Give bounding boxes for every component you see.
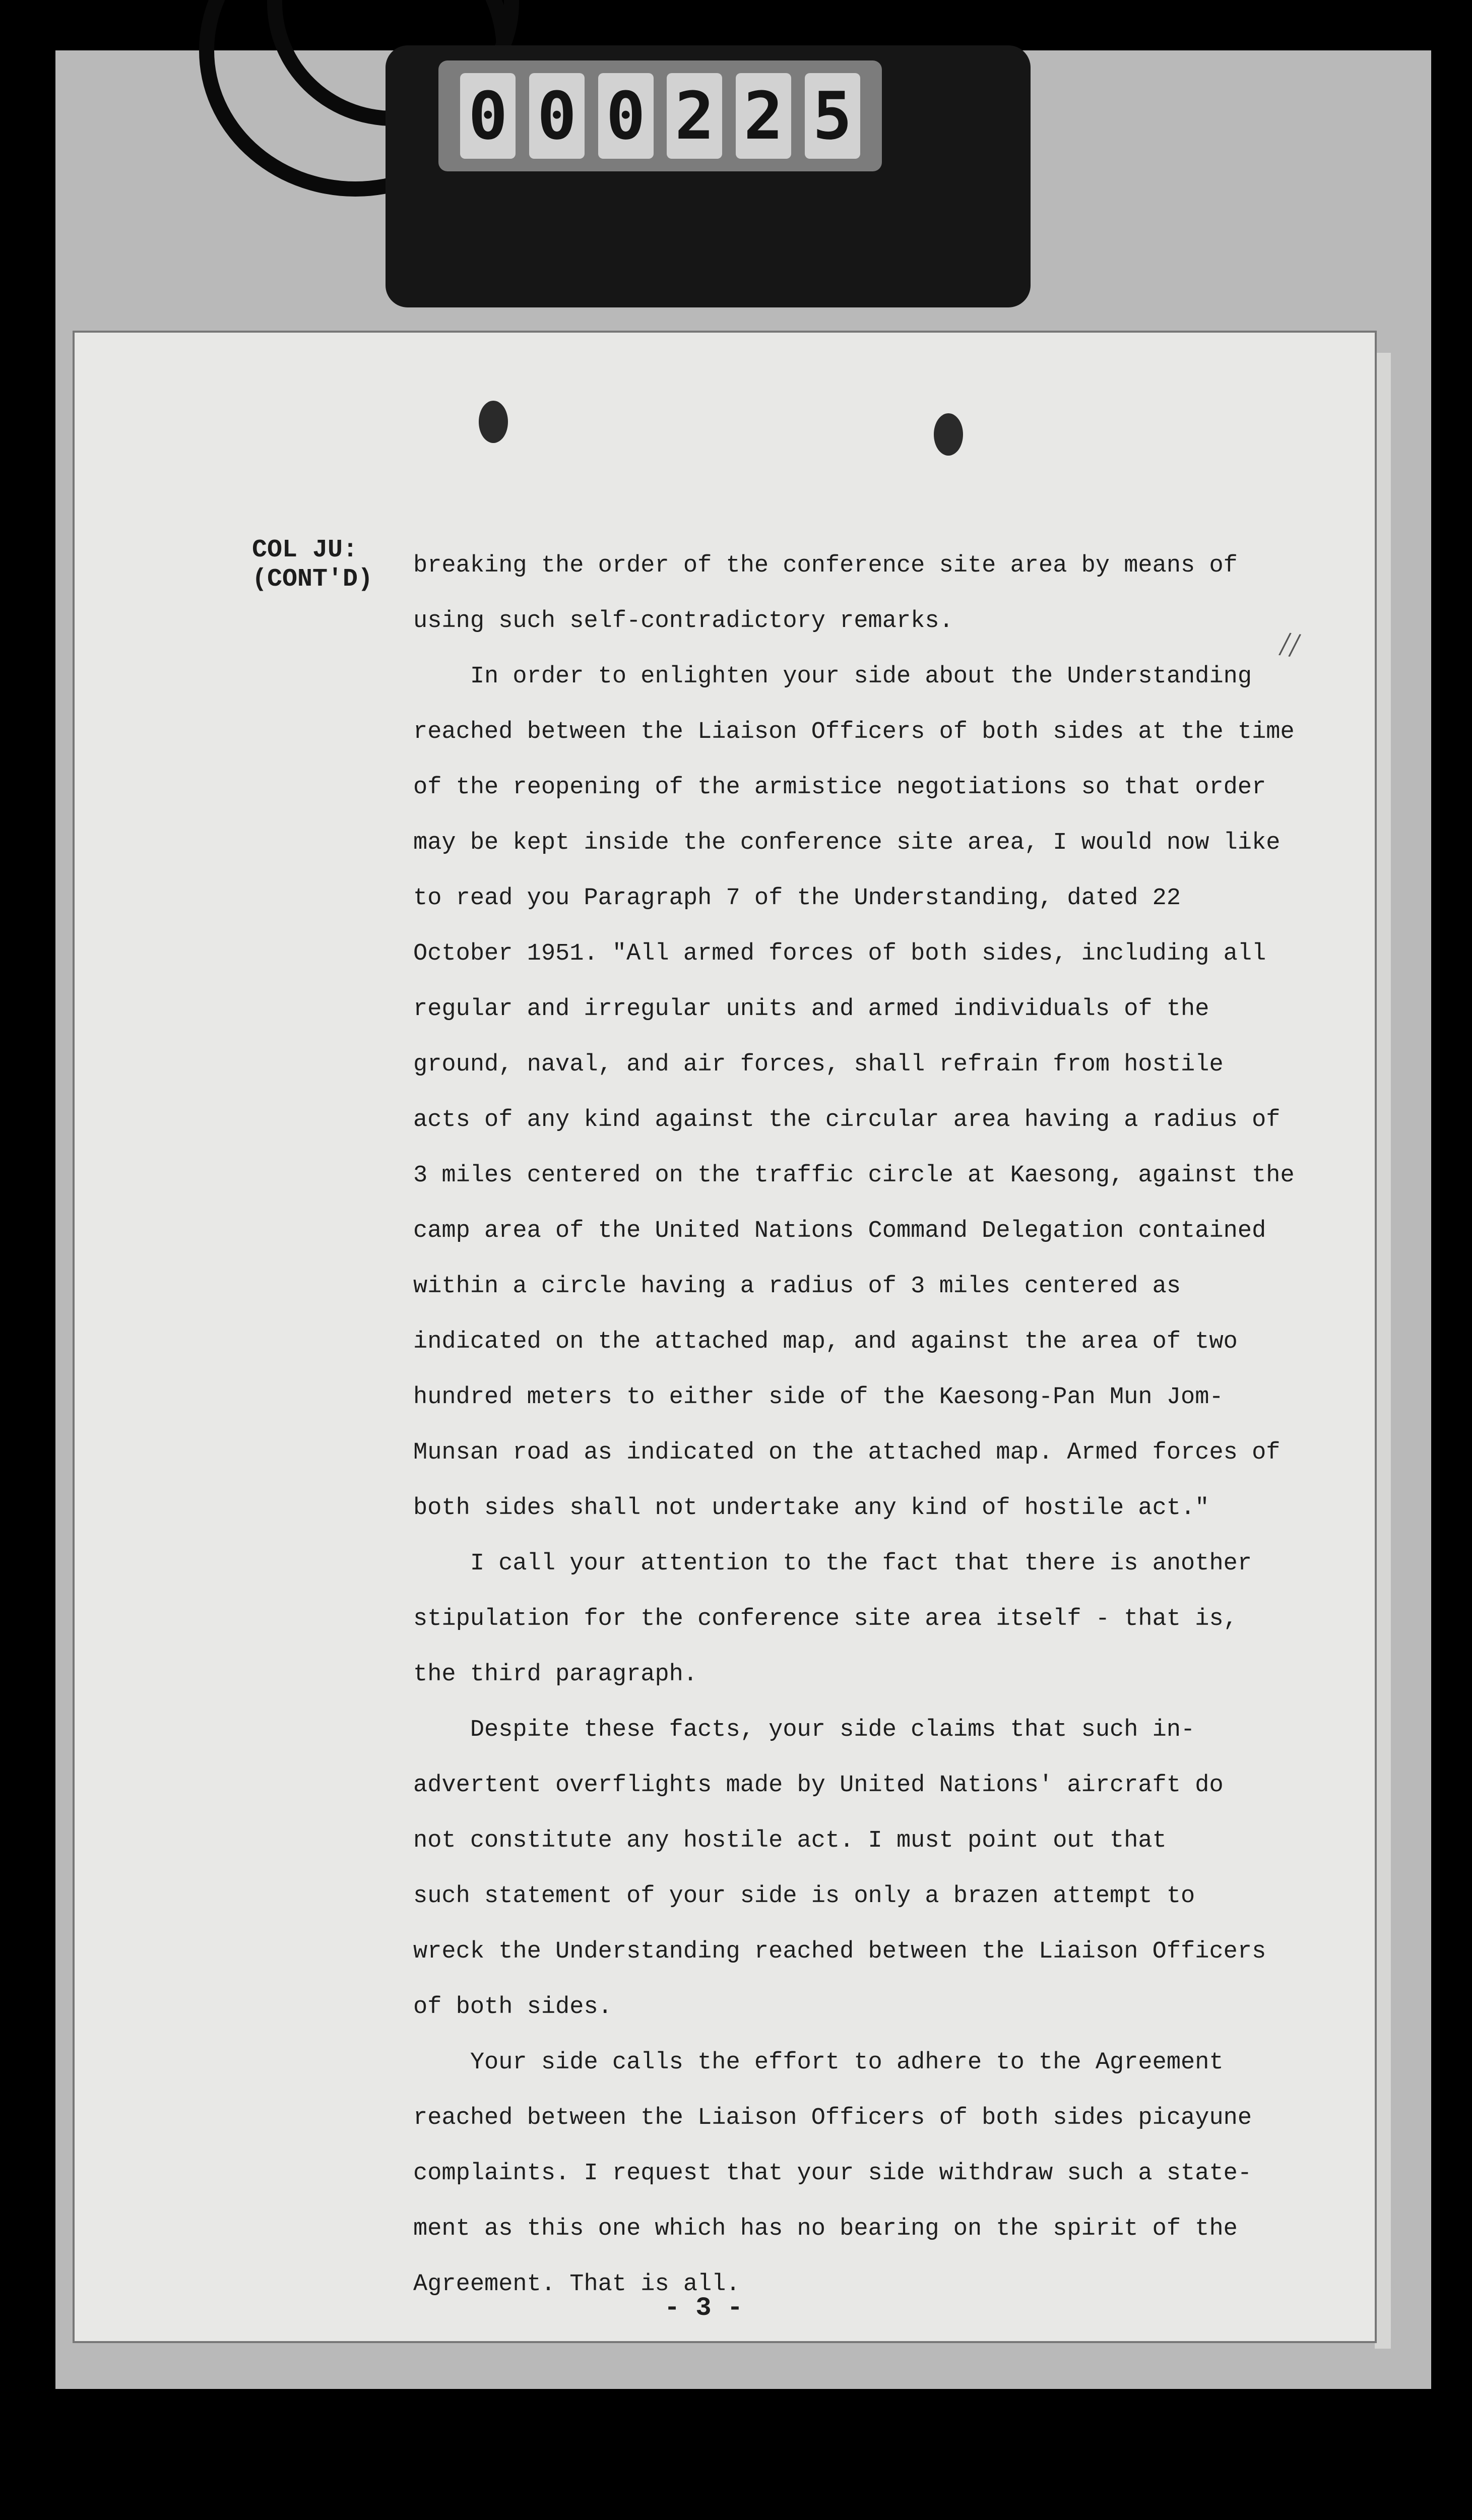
transcript-line: of the reopening of the armistice negotiations so that order — [413, 774, 1266, 801]
transcript-line: stipulation for the conference site area itself - that is, — [413, 1606, 1238, 1632]
margin-mark: // — [1277, 624, 1303, 666]
transcript-line: not constitute any hostile act. I must point out that — [413, 1828, 1167, 1854]
transcript-line: camp area of the United Nations Command Delegation contained — [413, 1218, 1266, 1244]
speaker-label — [252, 536, 373, 594]
counter-digit: 2 — [736, 73, 791, 159]
transcript-line: hundred meters to either side of the Kaesong-Pan Mun Jom- — [413, 1384, 1224, 1411]
transcript-body — [413, 538, 1295, 2312]
transcript-line: regular and irregular units and armed individuals of the — [413, 996, 1209, 1023]
transcript-line: ment as this one which has no bearing on the spirit of the — [413, 2216, 1238, 2242]
transcript-line: advertent overflights made by United Nations' aircraft do — [413, 1772, 1224, 1799]
transcript-line: within a circle having a radius of 3 miles centered as — [413, 1273, 1181, 1300]
transcript-line: Your side calls the effort to adhere to the Agreement — [413, 2049, 1224, 2076]
counter-digit: 0 — [529, 73, 585, 159]
transcript-line: both sides shall not undertake any kind of hostile act." — [413, 1495, 1209, 1522]
transcript-line: complaints. I request that your side withdraw such a state- — [413, 2160, 1252, 2187]
punch-hole — [474, 396, 513, 448]
transcript-line: Despite these facts, your side claims that such in- — [413, 1717, 1195, 1743]
transcript-line: such statement of your side is only a brazen attempt to — [413, 1883, 1195, 1910]
transcript-line: acts of any kind against the circular area having a radius of — [413, 1107, 1281, 1133]
page-edge — [1375, 353, 1391, 2349]
transcript-line: reached between the Liaison Officers of both sides picayune — [413, 2105, 1252, 2131]
transcript-line: Munsan road as indicated on the attached map. Armed forces of — [413, 1439, 1281, 1466]
counter-digit: 0 — [598, 73, 654, 159]
counter-digit: 2 — [667, 73, 722, 159]
transcript-line: reached between the Liaison Officers of both sides at the time — [413, 719, 1295, 745]
transcript-line: of both sides. — [413, 1994, 612, 2021]
transcript-line: may be kept inside the conference site area, I would now like — [413, 830, 1281, 856]
counter-digit: 5 — [805, 73, 860, 159]
speaker-name: COL JU: — [252, 536, 358, 564]
transcript-line: 3 miles centered on the traffic circle at Kaesong, against the — [413, 1162, 1295, 1189]
counter-digit: 0 — [460, 73, 516, 159]
transcript-line: indicated on the attached map, and against the area of two — [413, 1329, 1238, 1355]
transcript-line: to read you Paragraph 7 of the Understanding, dated 22 — [413, 885, 1181, 912]
transcript-line: wreck the Understanding reached between the Liaison Officers — [413, 1938, 1266, 1965]
transcript-line: I call your attention to the fact that there is another — [413, 1550, 1252, 1577]
transcript-line: breaking the order of the conference site area by means of — [413, 552, 1238, 579]
transcript-line: October 1951. "All armed forces of both sides, including all — [413, 940, 1266, 967]
page-number: - 3 - — [664, 2293, 743, 2323]
transcript-line: In order to enlighten your side about the Understanding — [413, 663, 1252, 690]
transcript-line: ground, naval, and air forces, shall refrain from hostile — [413, 1051, 1224, 1078]
transcript-line: the third paragraph. — [413, 1661, 698, 1688]
punch-hole — [929, 408, 968, 461]
transcript-line: Agreement. That is all. — [413, 2271, 740, 2298]
frame-counter-display — [438, 60, 882, 171]
transcript-line: using such self-contradictory remarks. — [413, 608, 953, 635]
speaker-continued: (CONT'D) — [252, 565, 373, 594]
